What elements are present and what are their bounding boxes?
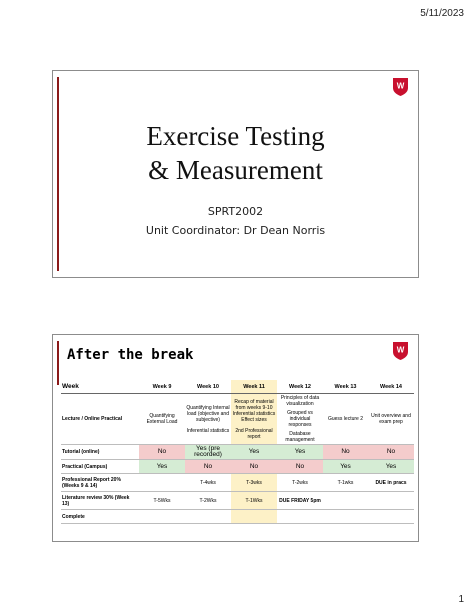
table-cell: Yes — [277, 445, 323, 460]
table-row — [61, 474, 414, 492]
table-cell: T-2Wks — [185, 492, 231, 510]
unit-code: SPRT2002 — [207, 205, 264, 218]
schedule-table — [61, 380, 414, 524]
title-line-2: & Measurement — [148, 155, 323, 185]
unit-coordinator: Unit Coordinator: Dr Dean Norris — [145, 224, 326, 237]
table-cell — [231, 510, 277, 524]
table-row — [61, 394, 414, 445]
table-cell — [368, 510, 414, 524]
header-cell: Week 10 — [185, 380, 231, 394]
accent-bar — [57, 341, 59, 385]
row-label: Tutorial (online) — [61, 445, 139, 460]
row-label: Complete — [61, 510, 139, 524]
table-cell — [185, 394, 231, 445]
cell-line: Grouped vs individual responses — [287, 410, 313, 428]
table-cell: Yes — [139, 460, 185, 474]
table-cell: No — [139, 445, 185, 460]
table-cell: Quantifying External Load — [139, 394, 185, 445]
table-cell: T-1Wks — [231, 492, 277, 510]
table-cell: T-1wks — [323, 474, 368, 492]
table-cell — [368, 492, 414, 510]
table-cell: DUE in pracs — [368, 474, 414, 492]
header-cell: Week 9 — [139, 380, 185, 394]
cell-line: Inferential statistics — [186, 427, 230, 434]
shield-letter: W — [396, 345, 405, 355]
table-cell: No — [185, 460, 231, 474]
header-cell: Week 13 — [323, 380, 368, 394]
table-cell — [231, 394, 277, 445]
header-cell: Week 11 — [231, 380, 277, 394]
table-cell — [323, 492, 368, 510]
cell-line: 2nd Professional report — [235, 427, 273, 440]
title-line-1: Exercise Testing — [146, 121, 325, 151]
table-cell: No — [368, 445, 414, 460]
table-cell: T-4wks — [185, 474, 231, 492]
table-row — [61, 510, 414, 524]
schedule-slide — [52, 334, 419, 542]
slide-heading: After the break — [67, 347, 194, 363]
table-cell: T-5Wks — [139, 492, 185, 510]
table-row — [61, 445, 414, 460]
table-cell: Yes (pre recorded) — [185, 445, 231, 460]
header-cell: Week 14 — [368, 380, 414, 394]
table-cell — [139, 510, 185, 524]
table-cell: Guess lecture 2 — [323, 394, 368, 445]
table-cell — [185, 510, 231, 524]
cell-line: Recap of material from weeks 9-10 Inferential statistics Effect sizes — [232, 398, 276, 423]
table-cell: T-2wks — [277, 474, 323, 492]
page-number: 1 — [458, 594, 464, 605]
row-label: Lecture / Online Practical — [61, 394, 139, 445]
row-label: Professional Report 20% (Weeks 9 & 14) — [61, 474, 139, 492]
table-cell: Unit overview and exam prep — [368, 394, 414, 445]
table-cell: Yes — [368, 460, 414, 474]
title-slide — [52, 70, 419, 278]
table-row — [61, 460, 414, 474]
table-cell — [323, 510, 368, 524]
table-row — [61, 492, 414, 510]
header-cell: Week 12 — [277, 380, 323, 394]
table-cell — [277, 510, 323, 524]
table-cell — [139, 474, 185, 492]
table-cell: No — [231, 460, 277, 474]
table-cell: T-3wks — [231, 474, 277, 492]
cell-line: Database management — [285, 431, 315, 443]
row-label: Literature review 30% (Week 13) — [61, 492, 139, 510]
cell-line: Principles of data visualization — [280, 395, 320, 407]
table-cell: Yes — [323, 460, 368, 474]
date-label: 5/11/2023 — [420, 8, 464, 19]
table-cell: No — [323, 445, 368, 460]
university-shield-icon — [393, 342, 408, 360]
table-cell: DUE FRIDAY 5pm — [277, 492, 323, 510]
row-label: Practical (Campus) — [61, 460, 139, 474]
header-cell: Week — [61, 380, 139, 394]
table-cell: Yes — [231, 445, 277, 460]
table-cell — [277, 394, 323, 445]
university-shield-icon — [393, 78, 408, 96]
slide-title — [53, 119, 418, 187]
shield-letter: W — [396, 81, 405, 91]
cell-line: Quantifying Internal load (objective and subjective) — [186, 404, 230, 423]
table-header-row — [61, 380, 414, 394]
table-cell: No — [277, 460, 323, 474]
